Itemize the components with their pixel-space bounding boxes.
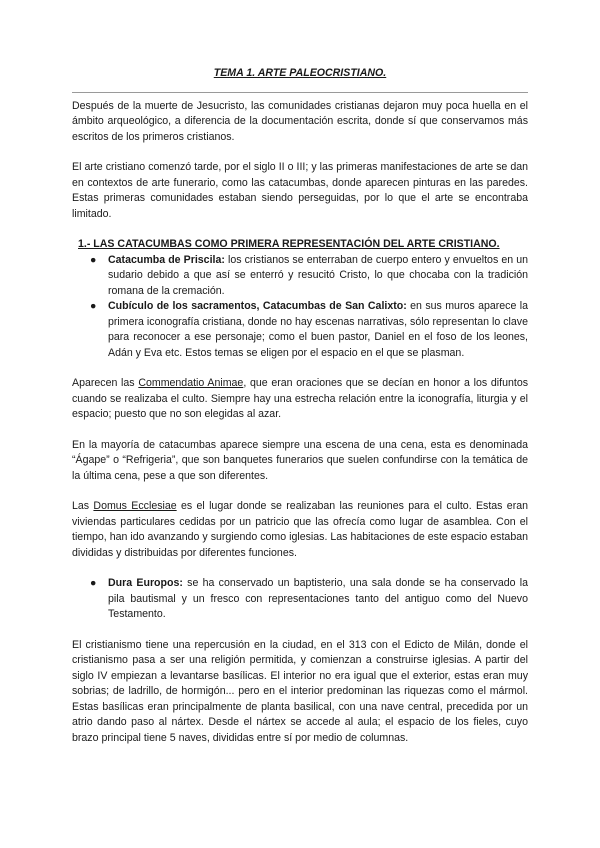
text-span: , que eran oraciones que se decían en honor a los difuntos cuando se realizaba el culto. Siempre hay una estrecha relación entre la iconografía, liturgia y el espacio; puesto que no son elegidas al azar. bbox=[72, 377, 529, 420]
dura-list bbox=[72, 576, 528, 623]
bullet-icon: ● bbox=[90, 253, 97, 266]
paragraph-cena: En la mayoría de catacumbas aparece siempre una escena de una cena, esta es denominada “Ágape” o “Refrigeria”, que son banquetes funerarios que suelen confundirse con la temática de la última cena, pese a que son diferentes. bbox=[72, 438, 528, 482]
list-item bbox=[90, 299, 528, 361]
list-item-text: se ha conservado un baptisterio, una sala donde se ha conservado la pila bautismal y un fresco con representaciones tanto del antiguo como del Nuevo Testamento. bbox=[108, 577, 529, 620]
list-item-term: Dura Europos: bbox=[108, 577, 183, 589]
list-item-term: Cubículo de los sacramentos, Catacumbas de San Calixto: bbox=[108, 300, 407, 312]
section-heading-catacumbas: 1.- LAS CATACUMBAS COMO PRIMERA REPRESENTACIÓN DEL ARTE CRISTIANO. bbox=[78, 238, 500, 250]
list-item-text: en sus muros aparece la primera iconografía cristiana, donde no hay escenas narrativas, sólo representan lo clave para reconocer a ese personaje; como el buen pastor, Daniel en el foso de los leones, Adán y Eva etc. Estos temas se eligen por el espacio en el que se plasman. bbox=[108, 300, 528, 359]
bullet-icon: ● bbox=[90, 300, 97, 312]
list-item bbox=[90, 576, 529, 623]
term-commendatio-animae: Commendatio Animae bbox=[138, 377, 244, 389]
catacumbas-list bbox=[72, 253, 528, 362]
paragraph-domus bbox=[72, 499, 528, 561]
text-span: Aparecen las bbox=[72, 377, 139, 389]
list-item-term: Catacumba de Priscila: bbox=[108, 253, 225, 266]
intro-paragraph: Después de la muerte de Jesucristo, las comunidades cristianas dejaron muy poca huella en el ámbito arqueológico, a diferencia de la documentación escrita, donde sí que conservamos más escritos de los primeros cristianos. bbox=[72, 99, 528, 143]
text-span: Las bbox=[72, 500, 94, 512]
list-item-text: los cristianos se enterraban de cuerpo entero y envueltos en un sudario debido a que así se enterró y resucitó Cristo, lo que chocaba con la tradición romana de la cremación. bbox=[108, 253, 528, 297]
title-divider bbox=[72, 92, 528, 93]
bullet-icon: ● bbox=[90, 577, 97, 589]
term-domus-ecclesiae: Domus Ecclesiae bbox=[93, 500, 177, 512]
page-title: TEMA 1. ARTE PALEOCRISTIANO. bbox=[213, 67, 387, 79]
paragraph-cristianismo: El cristianismo tiene una repercusión en la ciudad, en el 313 con el Edicto de Milán, donde el cristianismo pasa a ser una religión permitida, y comienzan a construirse iglesias. A partir del siglo IV empiezan a levantarse basílicas. El interior no era igual que el exterior, estas eran muy sobrias; de ladrillo, de hormigón... pero en el interior predominan las riquezas como el mármol. Estas basílicas eran principalmente de planta basilical, con una nave central, precedida por un atrio dando paso al nártex. Desde el nártex se accede al aula; el espacio de los fieles, cuyo brazo principal tiene 5 naves, divididas entre sí por medio de columnas. bbox=[72, 638, 528, 744]
text-span: es el lugar donde se realizaban las reuniones para el culto. Estas eran viviendas particulares cedidas por un patricio que las ofrecía como lugar de asamblea. Con el tiempo, han ido avanzando y surgiendo como iglesias. Las habitaciones de este espacio estaban divididas y distribuidas por diferentes funciones. bbox=[72, 500, 529, 559]
paragraph-commendatio bbox=[72, 376, 528, 423]
list-item bbox=[90, 253, 528, 300]
paragraph-origins: El arte cristiano comenzó tarde, por el siglo II o III; y las primeras manifestaciones de arte se dan en contextos de arte funerario, como las catacumbas, donde aparecen pinturas en las paredes. Estas primeras comunidades estaban siendo perseguidas, por lo que el arte se encontraba limitado. bbox=[72, 161, 528, 220]
